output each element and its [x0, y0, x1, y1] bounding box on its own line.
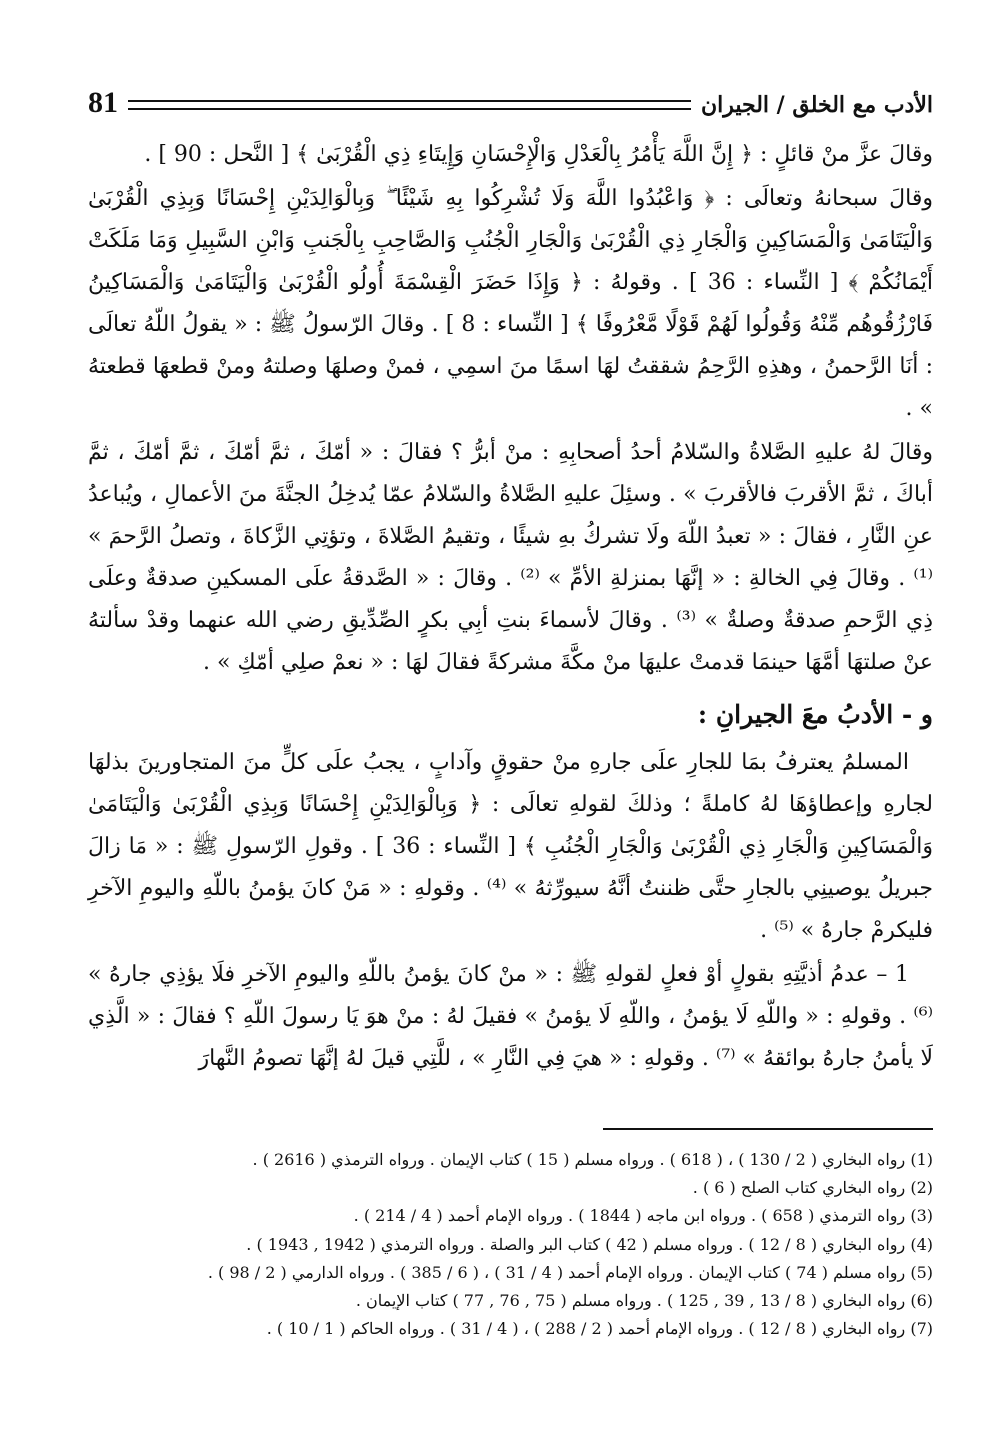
- footnote: (3) رواه الترمذي ( 658 ) . ورواه ابن ماجه ( 1844 ) . ورواه الإمام أحمد ( 4 / 214 ) .: [353, 1206, 933, 1226]
- paragraph-quran-nahl: وقالَ عزَّ منْ قائلٍ : ﴿ إِنَّ اللَّهَ يَأْمُرُ بِالْعَدْلِ وَالْإِحْسَانِ وَإِيتَاءِ ذِي الْقُرْبَىٰ ﴾ [ النَّحل : 90 ] .: [144, 142, 933, 167]
- footnote: (4) رواه البخاري ( 8 / 12 ) . ورواه مسلم ( 42 ) كتاب البر والصلة . ورواه الترمذي ( 1942 , 1943 ) .: [246, 1234, 933, 1254]
- footnote: (2) رواه البخاري كتاب الصلح ( 6 ) .: [692, 1178, 933, 1198]
- running-title: الأدب مع الخلق / الجيران: [700, 92, 933, 118]
- footnote: (1) رواه البخاري ( 2 / 130 ) ، ( 618 ) . ورواه مسلم ( 15 ) كتاب الإيمان . ورواه الترمذي ( 2616 ) .: [252, 1150, 933, 1169]
- paragraph-quran-nisa: وقالَ سبحانهُ وتعالَى : ﴿ وَاعْبُدُوا اللَّهَ وَلَا تُشْرِكُوا بِهِ شَيْئًا ۖ وَبِالْوَالِدَيْنِ إِحْسَانًا وَبِذِي الْقُرْبَىٰ وَالْيَتَامَىٰ وَالْمَسَاكِينِ وَالْجَارِ ذِي الْقُرْبَىٰ وَالْجَارِ الْجُنُبِ وَالصَّاحِبِ بِالْجَنبِ وَابْنِ السَّبِيلِ وَمَا مَلَكَتْ أَيْمَانُكُمْ ﴾ [ النِّساء : 36 ] . وقولهُ : ﴿ وَإِذَا حَضَرَ الْقِسْمَةَ أُولُو الْقُرْبَىٰ وَالْيَتَامَىٰ وَالْمَسَاكِينُ فَارْزُقُوهُم مِّنْهُ وَقُولُوا لَهُمْ قَوْلًا مَّعْرُوفًا ﴾ [ النِّساء : 8 ] . وقالَ الرّسولُ ﷺ : « يقولُ اللّهُ تعالَى : أنَا الرَّحمنُ ، وهذِهِ الرَّحِمُ شققتُ لهَا اسمًا منَ اسمِي ، فمنْ وصلهَا وصلتهُ ومنْ قطعهَا قطعتهُ » .: [88, 186, 933, 421]
- footnote: (7) رواه البخاري ( 8 / 12 ) . ورواه الإمام أحمد ( 2 / 288 ) ، ( 4 / 31 ) . ورواه الحاكم ( 1 / 10 ) .: [266, 1319, 933, 1339]
- paragraph-hadith-kin: وقالَ لهُ عليهِ الصَّلاةُ والسّلامُ أحدُ أصحابِهِ : منْ أبرُّ ؟ فقالَ : « أمّكَ ، ثمَّ أمّكَ ، ثمَّ أمّكَ ، ثمَّ أباكَ ، ثمَّ الأقربَ فالأقربَ » . وسئِلَ عليهِ الصَّلاةُ والسّلامُ عمّا يُدخِلُ الجنَّةَ منَ الأعمالِ ، ويُباعدُ عنِ النَّارِ ، فقالَ : « تعبدُ اللّهَ ولَا تشركُ بهِ شيئًا ، وتقيمُ الصَّلاةَ ، وتؤتِي الزَّكاةَ ، وتصلُ الرَّحمَ » ⁽¹⁾ . وقالَ فِي الخالةِ : « إنَّهَا بمنزلةِ الأمِّ » ⁽²⁾ . وقالَ : « الصَّدقةُ علَى المسكينِ صدقةٌ وعلَى ذِي الرَّحمِ صدقةٌ وصلةٌ » ⁽³⁾ . وقالَ لأسماءَ بنتِ أبِي بكرٍ الصِّدِّيقِ رضي الله عنهما وقدْ سألتهُ عنْ صلتهَا أمَّهَا حينمَا قدمتْ عليهَا منْ مكَّةَ مشركةً فقالَ لهَا : « نعمْ صلِي أمّكِ » .: [88, 440, 933, 675]
- footnotes: [88, 1146, 933, 1343]
- page-header: [88, 78, 933, 118]
- footnote: (6) رواه البخاري ( 8 / 13 , 39 , 125 ) . ورواه مسلم ( 75 , 76 , 77 ) كتاب الإيمان .: [355, 1291, 933, 1311]
- footnote: (5) رواه مسلم ( 74 ) كتاب الإيمان . ورواه الإمام أحمد ( 4 / 31 ) ، ( 6 / 385 ) . ورواه الدارمي ( 2 / 98 ) .: [207, 1262, 933, 1282]
- paragraph-neighbors-intro: المسلمُ يعترفُ بمَا للجارِ علَى جارهِ منْ حقوقٍ وآدابٍ ، يجبُ علَى كلٍّ منَ المتجاورينَ بذلهَا لجارهِ وإعطاؤهَا لهُ كاملةً ؛ وذلكَ لقولهِ تعالَى : ﴿ وَبِالْوَالِدَيْنِ إِحْسَانًا وَبِذِي الْقُرْبَىٰ وَالْيَتَامَىٰ وَالْمَسَاكِينِ وَالْجَارِ ذِي الْقُرْبَىٰ وَالْجَارِ الْجُنُبِ ﴾ [ النِّساء : 36 ] . وقولِ الرّسولِ ﷺ : « مَا زالَ جبريلُ يوصينِي بالجارِ حتَّى ظننتُ أنَّهُ سيورِّثهُ » ⁽⁴⁾ . وقولهِ : « مَنْ كانَ يؤمنُ باللّهِ واليومِ الآخرِ فليكرمْ جارهُ » ⁽⁵⁾ .: [88, 750, 934, 943]
- header-rule: [128, 100, 691, 110]
- section-heading: و - الأدبُ معَ الجيرانِ :: [697, 700, 933, 729]
- paragraph-neighbors-item-1: 1 – عدمُ أذيَّتِهِ بقولٍ أوْ فعلٍ لقولهِ ﷺ : « منْ كانَ يؤمنُ باللّهِ واليومِ الآخرِ فلَا يؤذِي جارهُ » ⁽⁶⁾ . وقولهِ : « واللّهِ لَا يؤمنُ ، واللّهِ لَا يؤمنُ » فقيلَ لهُ : منْ هوَ يَا رسولَ اللّهِ ؟ فقالَ : « الَّذِي لَا يأمنُ جارهُ بوائقهُ » ⁽⁷⁾ . وقولهِ : « هيَ فِي النَّارِ » ، للَّتِي قيلَ لهُ إنَّهَا تصومُ النَّهارَ: [88, 962, 933, 1071]
- footnote-separator: [603, 1128, 933, 1130]
- page-number: 81: [88, 86, 118, 119]
- main-text: [88, 134, 933, 1082]
